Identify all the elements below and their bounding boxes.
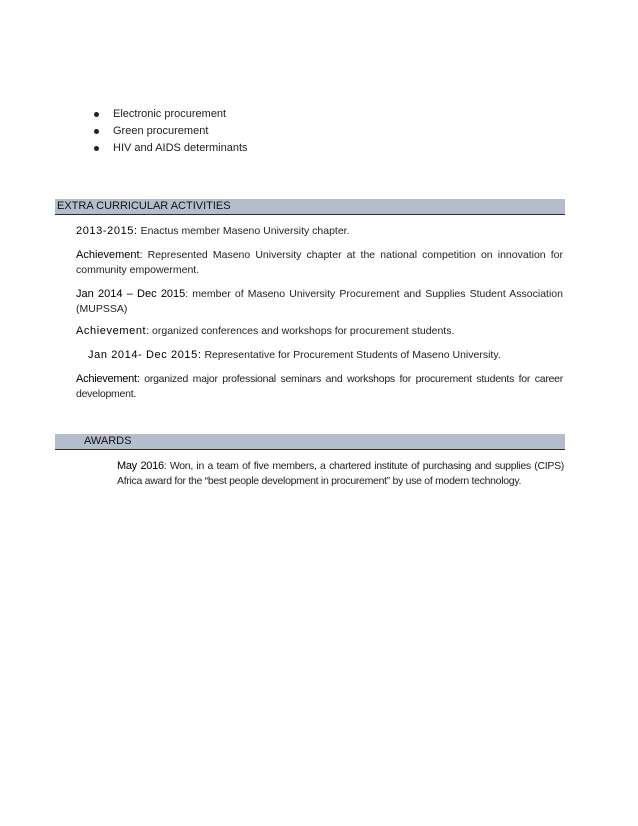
entry-text: : Represented Maseno University chapter at the national competition on innovation for community empowerment. — [76, 249, 563, 276]
entry-text: : organized conferences and workshops for procurement students. — [146, 325, 455, 337]
entry-label: May 2016 — [117, 460, 164, 472]
list-item: HIV and AIDS determinants — [94, 140, 248, 157]
list-item: Electronic procurement — [94, 106, 248, 123]
entry-text: Representative for Procurement Students of Maseno University. — [201, 349, 501, 361]
entry-label: Achievement — [76, 325, 147, 337]
bullet-icon — [94, 146, 99, 151]
extra-curricular-heading — [55, 199, 565, 215]
entry-text: : Won, in a team of five members, a chartered institute of purchasing and supplies (CIPS) Africa award for the “best people development in procurement” by use of modern technology. — [117, 460, 564, 487]
achievement-entry — [76, 248, 563, 278]
entry-label: Achievement — [76, 249, 140, 261]
entry-text: organized major professional seminars and workshops for procurement students for career development. — [76, 373, 563, 400]
list-item: Green procurement — [94, 123, 248, 140]
achievement-entry — [76, 324, 563, 339]
awards-heading — [55, 434, 565, 450]
entry-text: Enactus member Maseno University chapter. — [137, 225, 350, 237]
entry-label: 2013-2015: — [76, 225, 138, 237]
entry-label: Achievement: — [76, 373, 140, 385]
section-title: AWARDS — [84, 435, 132, 447]
entry-text: : member of Maseno University Procurement and Supplies Student Association (MUPSSA) — [76, 288, 563, 315]
section-title: EXTRA CURRICULAR ACTIVITIES — [57, 200, 231, 212]
activity-entry — [88, 348, 563, 363]
activity-entry — [76, 287, 563, 317]
interests-list — [94, 106, 248, 157]
bullet-icon — [94, 112, 99, 117]
activity-entry — [76, 224, 566, 239]
entry-label: Jan 2014- Dec 2015: — [88, 349, 202, 361]
award-entry — [117, 459, 564, 489]
entry-label: Jan 2014 – Dec 2015 — [76, 288, 186, 300]
bullet-icon — [94, 129, 99, 134]
achievement-entry — [76, 372, 563, 402]
